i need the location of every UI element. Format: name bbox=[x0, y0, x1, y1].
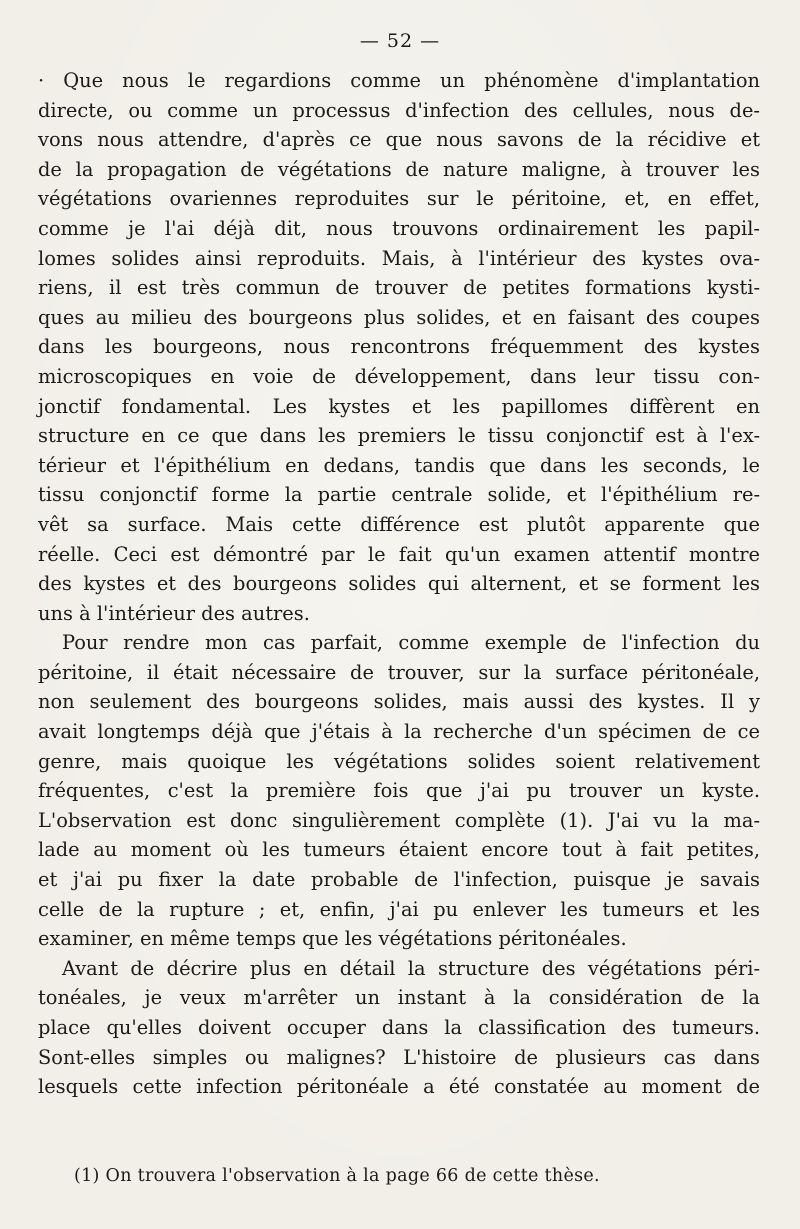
text-line: dans les bourgeons, nous rencontrons fréquemment des kystes bbox=[38, 335, 760, 359]
text-line: vons nous attendre, d'après ce que nous savons de la récidive et bbox=[38, 128, 760, 152]
text-line: genre, mais quoique les végétations solides soient relativement bbox=[38, 749, 760, 773]
text-line: riens, il est très commun de trouver de petites formations kysti- bbox=[38, 276, 760, 300]
text-line: vêt sa surface. Mais cette différence est plutôt apparente que bbox=[38, 512, 760, 536]
text-line: Avant de décrire plus en détail la structure des végétations péri- bbox=[62, 956, 760, 980]
text-line: tonéales, je veux m'arrêter un instant à la considération de la bbox=[38, 986, 760, 1010]
page-number: — 52 — bbox=[359, 30, 441, 52]
text-line: fréquentes, c'est la première fois que j'ai pu trouver un kyste. bbox=[38, 779, 760, 803]
text-line: et j'ai pu fixer la date probable de l'infection, puisque je savais bbox=[38, 868, 760, 892]
text-line: Sont-elles simples ou malignes? L'histoire de plusieurs cas dans bbox=[38, 1045, 760, 1069]
text-line: Pour rendre mon cas parfait, comme exemple de l'infection du bbox=[62, 631, 760, 655]
body-text bbox=[38, 66, 760, 1102]
text-line: comme je l'ai déjà dit, nous trouvons ordinairement les papil- bbox=[38, 216, 760, 240]
text-line: non seulement des bourgeons solides, mais aussi des kystes. Il y bbox=[38, 690, 760, 714]
text-line: réelle. Ceci est démontré par le fait qu'un examen attentif montre bbox=[38, 542, 760, 566]
text-line: des kystes et des bourgeons solides qui alternent, et se forment les bbox=[38, 572, 760, 596]
text-line: térieur et l'épithélium en dedans, tandis que dans les seconds, le bbox=[38, 453, 760, 477]
text-line: uns à l'intérieur des autres. bbox=[38, 601, 310, 625]
text-line: avait longtemps déjà que j'étais à la recherche d'un spécimen de ce bbox=[38, 720, 760, 744]
text-line: directe, ou comme un processus d'infection des cellules, nous de- bbox=[38, 98, 760, 122]
text-line: · Que nous le regardions comme un phénomène d'implantation bbox=[38, 69, 760, 92]
text-line: microscopiques en voie de développement, dans leur tissu con- bbox=[38, 364, 760, 388]
text-line: végétations ovariennes reproduites sur le péritoine, et, en effet, bbox=[38, 187, 760, 211]
footnote: (1) On trouvera l'observation à la page 66 de cette thèse. bbox=[74, 1166, 600, 1186]
text-line: jonctif fondamental. Les kystes et les papillomes diffèrent en bbox=[38, 394, 760, 418]
text-line: structure en ce que dans les premiers le tissu conjonctif est à l'ex- bbox=[38, 424, 760, 448]
text-line: lade au moment où les tumeurs étaient encore tout à fait petites, bbox=[38, 838, 760, 862]
text-line: de la propagation de végétations de nature maligne, à trouver les bbox=[38, 157, 760, 181]
text-line: tissu conjonctif forme la partie centrale solide, et l'épithélium re- bbox=[38, 483, 760, 507]
text-line: L'observation est donc singulièrement complète (1). J'ai vu la ma- bbox=[38, 808, 760, 832]
text-line: ques au milieu des bourgeons plus solides, et en faisant des coupes bbox=[38, 305, 760, 329]
text-line: examiner, en même temps que les végétations péritonéales. bbox=[38, 927, 627, 951]
text-line: lesquels cette infection péritonéale a été constatée au moment de bbox=[38, 1075, 760, 1099]
text-line: place qu'elles doivent occuper dans la classification des tumeurs. bbox=[38, 1016, 760, 1039]
text-line: celle de la rupture ; et, enfin, j'ai pu enlever les tumeurs et les bbox=[38, 897, 760, 921]
text-line: lomes solides ainsi reproduits. Mais, à l'intérieur des kystes ova- bbox=[38, 246, 760, 270]
text-line: péritoine, il était nécessaire de trouver, sur la surface péritonéale, bbox=[38, 660, 760, 684]
